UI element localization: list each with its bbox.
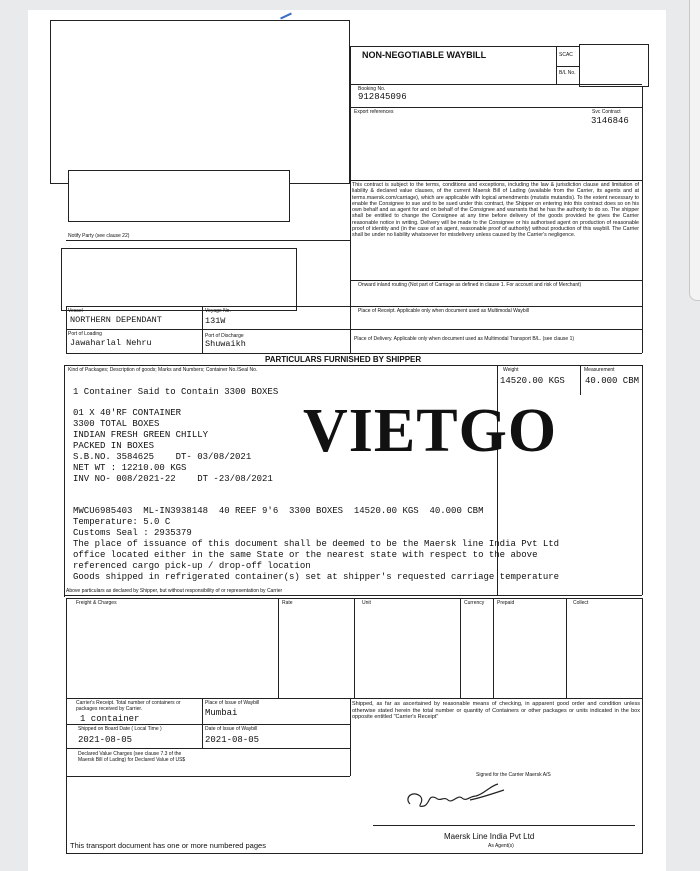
cargo-line: referenced cargo pick-up / drop-off location	[73, 561, 311, 571]
svc-contract-number: 3146846	[591, 116, 629, 126]
rule	[350, 280, 642, 281]
rule	[350, 107, 642, 108]
rule	[66, 853, 642, 854]
agent-name: Maersk Line India Pvt Ltd	[444, 832, 535, 841]
port-of-discharge: Shuwaikh	[205, 339, 246, 349]
redacted-shipper-box	[50, 20, 350, 184]
rule	[66, 698, 642, 699]
voyage-label: Voyage No.	[205, 308, 231, 314]
rule	[460, 598, 461, 698]
place-of-receipt-label: Place of Receipt. Applicable only when document used as Multimodal Waybill	[358, 308, 530, 314]
rule	[642, 598, 643, 698]
rule	[354, 598, 355, 698]
rule	[202, 306, 203, 353]
scrollbar[interactable]	[689, 0, 700, 301]
scac-label: SCAC	[559, 52, 573, 58]
cargo-line: 01 X 40'RF CONTAINER	[73, 408, 182, 418]
cargo-line: Customs Seal : 2935379	[73, 528, 192, 538]
booking-label: Booking No.	[358, 86, 386, 92]
measurement-label: Measurement	[584, 367, 615, 373]
cargo-line: 3300 TOTAL BOXES	[73, 419, 160, 429]
svc-contract-label: Svc Contract	[592, 109, 621, 115]
charges-header-currency: Currency	[464, 600, 485, 606]
rule	[66, 698, 67, 776]
cargo-line: Temperature: 5.0 C	[73, 517, 171, 527]
cargo-line: office located either in the same State or the nearest state with respect to the above	[73, 550, 538, 560]
port-of-loading-label: Port of Loading	[68, 331, 102, 337]
cargo-line: S.B.NO. 3584625 DT- 03/08/2021	[73, 452, 252, 462]
cargo-line: Goods shipped in refrigerated container(s) set at shipper's requested carriage temperature	[73, 572, 560, 582]
rule	[493, 598, 494, 698]
rule	[66, 748, 350, 749]
rule	[642, 306, 643, 353]
cargo-line: NET WT : 12210.00 KGS	[73, 463, 187, 473]
rule	[350, 698, 351, 776]
rule	[66, 306, 67, 353]
rule	[66, 306, 642, 307]
document-title: NON-NEGOTIABLE WAYBILL	[362, 50, 487, 60]
shipped-on-board-date: 2021-08-05	[78, 735, 133, 745]
cargo-line: INV NO- 008/2021-22 DT -23/08/2021	[73, 474, 273, 484]
waybill-page	[28, 10, 666, 871]
rule	[350, 84, 642, 85]
charges-header-collect: Collect	[573, 600, 589, 606]
particulars-header: PARTICULARS FURNISHED BY SHIPPER	[265, 355, 422, 364]
terms-conditions-text: This contract is subject to the terms, conditions and exceptions, including the law & jurisdiction clause and limitation of liability & declared value clauses, of the current Maersk Bill of Lading (available from the Carrier, its agents and at terms.maersk.com/carriage), which are applicable with logical amendments (mutatis mutandis). To the extent necessary to enable the Consignee to sue and to be sued under this contract, the Shipper on entering into this contract does so on his own behalf and as agent for and on behalf of the Consignee and warrants that he has the authority to do so. The shipper shall be entitled to change the Consignee at any time before delivery of the goods provided he gives the Carrier reasonable notice in writing. Delivery will be made to the Consignee or his authorised agent on production of reasonable proof of identity and (in the case of an agent, reasonable proof of authority) without production of this waybill. The Carrier shall be under no liability whatsoever for misdelivery unless caused by the Carrier's negligence.	[352, 182, 639, 239]
weight-label: Weight	[503, 367, 519, 373]
shipped-on-board-label: Shipped on Board Date ( Local Time )	[78, 726, 162, 732]
export-references-label: Export references	[354, 109, 394, 115]
cargo-line: The place of issuance of this document shall be deemed to be the Maersk line India Pvt Ltd	[73, 539, 560, 549]
booking-number: 912845096	[358, 92, 407, 102]
rule	[642, 365, 643, 595]
rule	[350, 46, 351, 316]
signed-for-label: Signed for the Carrier Maersk A/S	[476, 772, 551, 778]
vessel-name: NORTHERN DEPENDANT	[70, 315, 162, 325]
declared-value-label: Declared Value Charges (see clause 7.3 of the Maersk Bill of Lading) for Declared Value of US$	[78, 751, 186, 763]
carrier-receipt-label: Carrier's Receipt. Total number of containers or packages received by Carrier.	[76, 700, 181, 712]
rule	[566, 598, 567, 698]
charges-header-rate: Rate	[282, 600, 293, 606]
rule	[350, 180, 642, 181]
bl-label: B/L No.	[559, 70, 576, 76]
notify-party-label: Notify Party (see clause 22)	[68, 233, 130, 239]
ink-mark	[280, 13, 292, 20]
cargo-line: INDIAN FRESH GREEN CHILLY	[73, 430, 209, 440]
vessel-label: Vessel	[68, 308, 83, 314]
redacted-notify-box	[61, 248, 297, 311]
rule	[64, 365, 65, 597]
place-of-delivery-label: Place of Delivery. Applicable only when document used as Multimodal Transport B/L. (see clause 1)	[354, 336, 575, 342]
cargo-line: MWCU6985403 ML-IN3938148 40 REEF 9'6 3300 BOXES 14520.00 KGS 40.000 CBM	[73, 506, 484, 516]
charges-header-prepaid: Prepaid	[497, 600, 515, 606]
rule	[66, 353, 642, 354]
place-of-issue-label: Place of Issue of Waybill	[205, 700, 260, 706]
agent-label: As Agent(s)	[488, 843, 514, 849]
rule	[350, 306, 351, 353]
rule	[278, 598, 279, 698]
kind-of-packages-label: Kind of Packages; Description of goods; Marks and Numbers; Container No./Seal No.	[68, 367, 258, 373]
rule	[202, 698, 203, 748]
rule	[64, 595, 642, 596]
cargo-line: 1 Container Said to Contain 3300 BOXES	[73, 387, 279, 397]
rule	[66, 776, 67, 854]
shipped-statement: Shipped, as far as ascertained by reasonable means of checking, in apparent good order and condition unless otherwise stated herein the total number or quantity of Containers or other packages or units indicated in the box opposite entitled "Carrier's Receipt"	[352, 701, 640, 720]
signature	[400, 776, 520, 816]
charges-header-freight: Freight & Charges	[76, 600, 117, 606]
onward-routing-label: Onward inland routing (Not part of Carriage as defined in clause 1. For account and risk of Merchant)	[358, 282, 582, 288]
rule	[66, 724, 350, 725]
port-of-discharge-label: Port of Discharge	[205, 333, 244, 339]
place-of-issue-value: Mumbai	[205, 708, 238, 718]
port-of-loading: Jawaharlal Nehru	[70, 338, 152, 348]
carrier-receipt-value: 1 container	[80, 714, 140, 724]
measurement-value: 40.000 CBM	[585, 376, 640, 386]
voyage-number: 131W	[205, 316, 226, 326]
date-of-issue-label: Date of Issue of Waybill	[205, 726, 258, 732]
rule	[66, 240, 350, 241]
above-particulars-note: Above particulars as declared by Shipper, but without responsibility of or representation by Carrier	[66, 588, 283, 594]
redacted-bl-number	[579, 44, 649, 87]
weight-value: 14520.00 KGS	[500, 376, 565, 386]
rule	[66, 776, 350, 777]
vietgo-watermark: VIETGO	[303, 397, 558, 465]
date-of-issue-value: 2021-08-05	[205, 735, 260, 745]
rule	[66, 329, 642, 330]
redacted-consignee-box	[68, 170, 290, 222]
rule	[373, 825, 635, 826]
rule	[64, 365, 642, 366]
charges-header-unit: Unit	[362, 600, 371, 606]
cargo-line: PACKED IN BOXES	[73, 441, 155, 451]
footer-note: This transport document has one or more numbered pages	[70, 841, 266, 850]
rule	[580, 365, 581, 395]
rule	[66, 598, 67, 698]
rule	[556, 46, 557, 84]
rule	[642, 698, 643, 854]
